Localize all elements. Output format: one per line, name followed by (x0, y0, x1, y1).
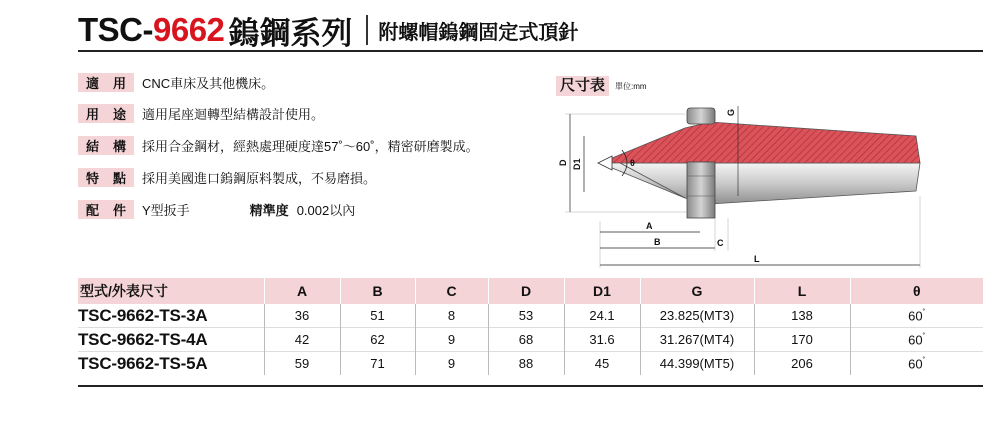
spec-value: 採用美國進口鎢鋼原料製成，不易磨損。 (142, 170, 377, 186)
cell-G: 31.267(MT4) (640, 328, 754, 352)
nut-top (687, 108, 715, 124)
cell-A: 42 (264, 328, 340, 352)
title-number: 9662 (153, 11, 225, 48)
cell-B: 71 (340, 352, 415, 376)
precision-value: 0.002以內 (296, 202, 356, 218)
table-row (78, 328, 983, 352)
label-C: C (717, 238, 724, 248)
header-model: 型式/外表尺寸 (78, 278, 264, 304)
spec-row-feature (78, 166, 376, 188)
spec-label: 配 件 (78, 200, 134, 219)
spec-row-usage (78, 102, 324, 124)
page-title (78, 10, 578, 50)
header-A: A (264, 278, 340, 304)
cell-B: 62 (340, 328, 415, 352)
cell-D: 88 (488, 352, 564, 376)
cell-C: 8 (415, 304, 488, 328)
label-B: B (654, 237, 661, 247)
cell-model: TSC-9662-TS-5A (78, 352, 264, 376)
header-D: D (488, 278, 564, 304)
center-cone-upper (600, 122, 920, 163)
precision-label: 精準度 (249, 202, 289, 218)
title-divider (78, 50, 983, 52)
table-header-row (78, 278, 983, 304)
dimension-table-title (556, 76, 647, 96)
cell-L: 138 (754, 304, 850, 328)
dimension-table (78, 278, 983, 375)
carbide-tip (598, 156, 612, 170)
cell-L: 170 (754, 328, 850, 352)
cell-B: 51 (340, 304, 415, 328)
header-L: L (754, 278, 850, 304)
spec-row-application (78, 71, 274, 93)
spec-label: 適 用 (78, 73, 134, 92)
cell-theta: 60˚ (850, 304, 983, 328)
cell-A: 36 (264, 304, 340, 328)
cell-model: TSC-9662-TS-3A (78, 305, 208, 325)
spec-row-accessory (78, 198, 355, 220)
header-C: C (415, 278, 488, 304)
label-D1: D1 (572, 158, 582, 170)
label-L: L (754, 254, 760, 264)
cell-C: 9 (415, 352, 488, 376)
dimension-unit: 單位:mm (615, 81, 647, 91)
title-separator (366, 15, 368, 45)
cell-D1: 45 (564, 352, 640, 376)
title-prefix: TSC- (78, 11, 153, 48)
cell-D: 53 (488, 304, 564, 328)
cell-L: 206 (754, 352, 850, 376)
cell-D: 68 (488, 328, 564, 352)
cell-model: TSC-9662-TS-4A (78, 328, 264, 352)
cell-G: 44.399(MT5) (640, 352, 754, 376)
header-G: G (640, 278, 754, 304)
center-diagram (560, 96, 930, 274)
table-bottom-rule (78, 385, 983, 387)
spec-label: 結 構 (78, 136, 134, 155)
header-B: B (340, 278, 415, 304)
spec-value: Y型扳手 (142, 202, 190, 218)
spec-row-structure (78, 134, 479, 156)
cell-G: 23.825(MT3) (640, 304, 754, 328)
spec-value: CNC車床及其他機床。 (142, 75, 275, 91)
spec-value: 適用尾座迴轉型結構設計使用。 (142, 106, 325, 122)
cell-theta: 60˚ (850, 328, 983, 352)
spec-label: 特 點 (78, 168, 134, 187)
cell-A: 59 (264, 352, 340, 376)
spec-label: 用 途 (78, 104, 134, 123)
title-subtitle: 附螺帽鎢鋼固定式頂針 (378, 21, 579, 44)
dimension-title: 尺寸表 (556, 76, 609, 96)
cell-theta: 60˚ (850, 352, 983, 376)
table-row (78, 352, 983, 376)
table-row (78, 304, 983, 328)
center-body-lower (620, 163, 920, 204)
label-D: D (558, 159, 568, 166)
spec-value: 採用合金鋼材，經熱處理硬度達57˚～60˚，精密研磨製成。 (142, 138, 479, 154)
header-theta: θ (850, 278, 983, 304)
label-theta: θ (630, 158, 635, 168)
cell-D1: 24.1 (564, 304, 640, 328)
cell-C: 9 (415, 328, 488, 352)
nut-body (687, 162, 715, 218)
label-G: G (726, 108, 736, 116)
header-D1: D1 (564, 278, 640, 304)
cell-D1: 31.6 (564, 328, 640, 352)
title-series: 鎢鋼系列 (228, 15, 353, 51)
label-A: A (646, 221, 653, 231)
